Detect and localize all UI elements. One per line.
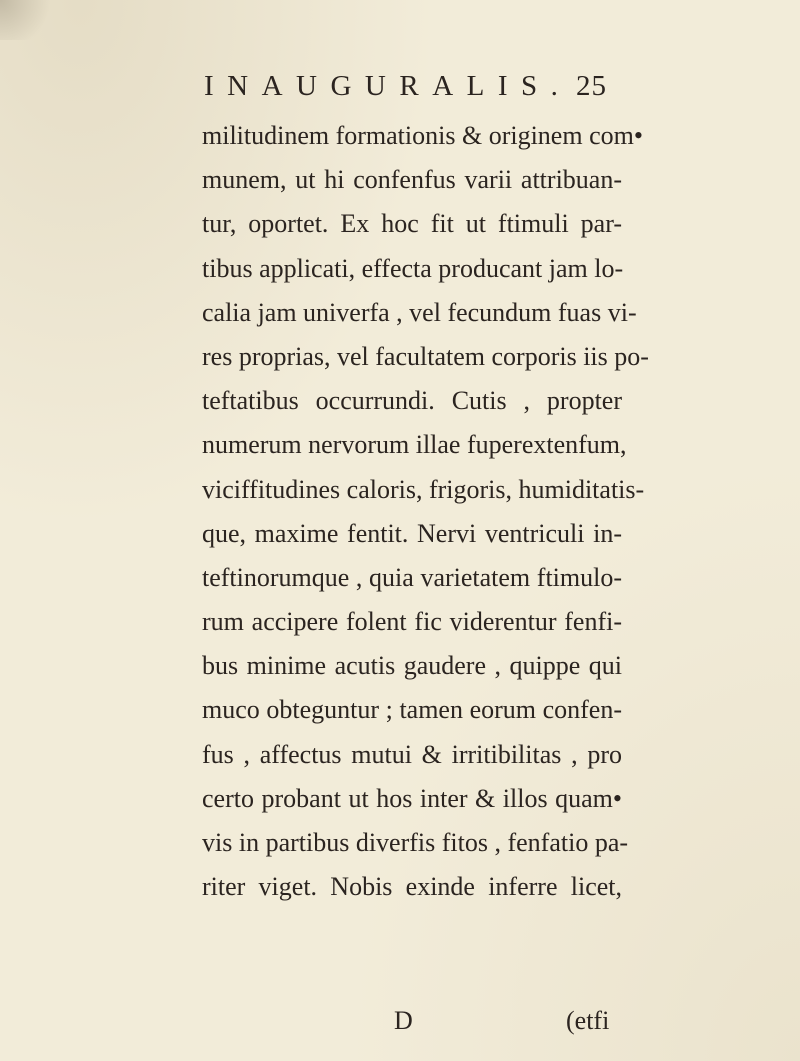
text-line: munem, ut hi confenfus varii attribuan- <box>202 165 622 195</box>
text-line: vis in partibus diverfis fitos , fenfatio pa- <box>202 828 629 857</box>
text-line: viciffitudines caloris, frigoris, humiditatis- <box>202 474 645 504</box>
text-line: tur, oportet. Ex hoc fit ut ftimuli par- <box>202 209 622 239</box>
running-title: INAUGURALIS. <box>204 70 572 102</box>
text-line: muco obteguntur ; tamen eorum confen- <box>202 695 622 725</box>
text-line: teftatibus occurrundi. Cutis , propter <box>202 386 622 416</box>
text-line: que, maxime fentit. Nervi ventriculi in- <box>202 518 622 548</box>
text-line: fus , affectus mutui & irritibilitas , pro <box>202 739 622 769</box>
text-line: numerum nervorum illae fuperextenfum, <box>202 430 627 460</box>
catchword: (etfi <box>566 1006 610 1035</box>
page-number: 25 <box>576 70 607 102</box>
text-line: riter viget. Nobis exinde inferre licet, <box>202 872 622 902</box>
page-header <box>204 66 624 106</box>
text-line: res proprias, vel facultatem corporis iis po- <box>202 341 649 371</box>
text-line: rum accipere folent fic viderentur fenfi- <box>202 607 622 637</box>
page-footer <box>0 1001 800 1041</box>
paper-stain <box>0 0 60 40</box>
body-text <box>202 114 649 909</box>
signature-mark: D <box>394 1006 413 1035</box>
text-line: tibus applicati, effecta producant jam lo- <box>202 253 624 283</box>
text-line: militudinem formationis & originem com• <box>202 121 643 150</box>
text-line: teftinorumque , quia varietatem ftimulo- <box>202 562 622 592</box>
text-line: calia jam univerfa , vel fecundum fuas vi- <box>202 297 637 327</box>
text-line: certo probant ut hos inter & illos quam• <box>202 783 622 813</box>
text-line: bus minime acutis gaudere , quippe qui <box>202 651 622 681</box>
